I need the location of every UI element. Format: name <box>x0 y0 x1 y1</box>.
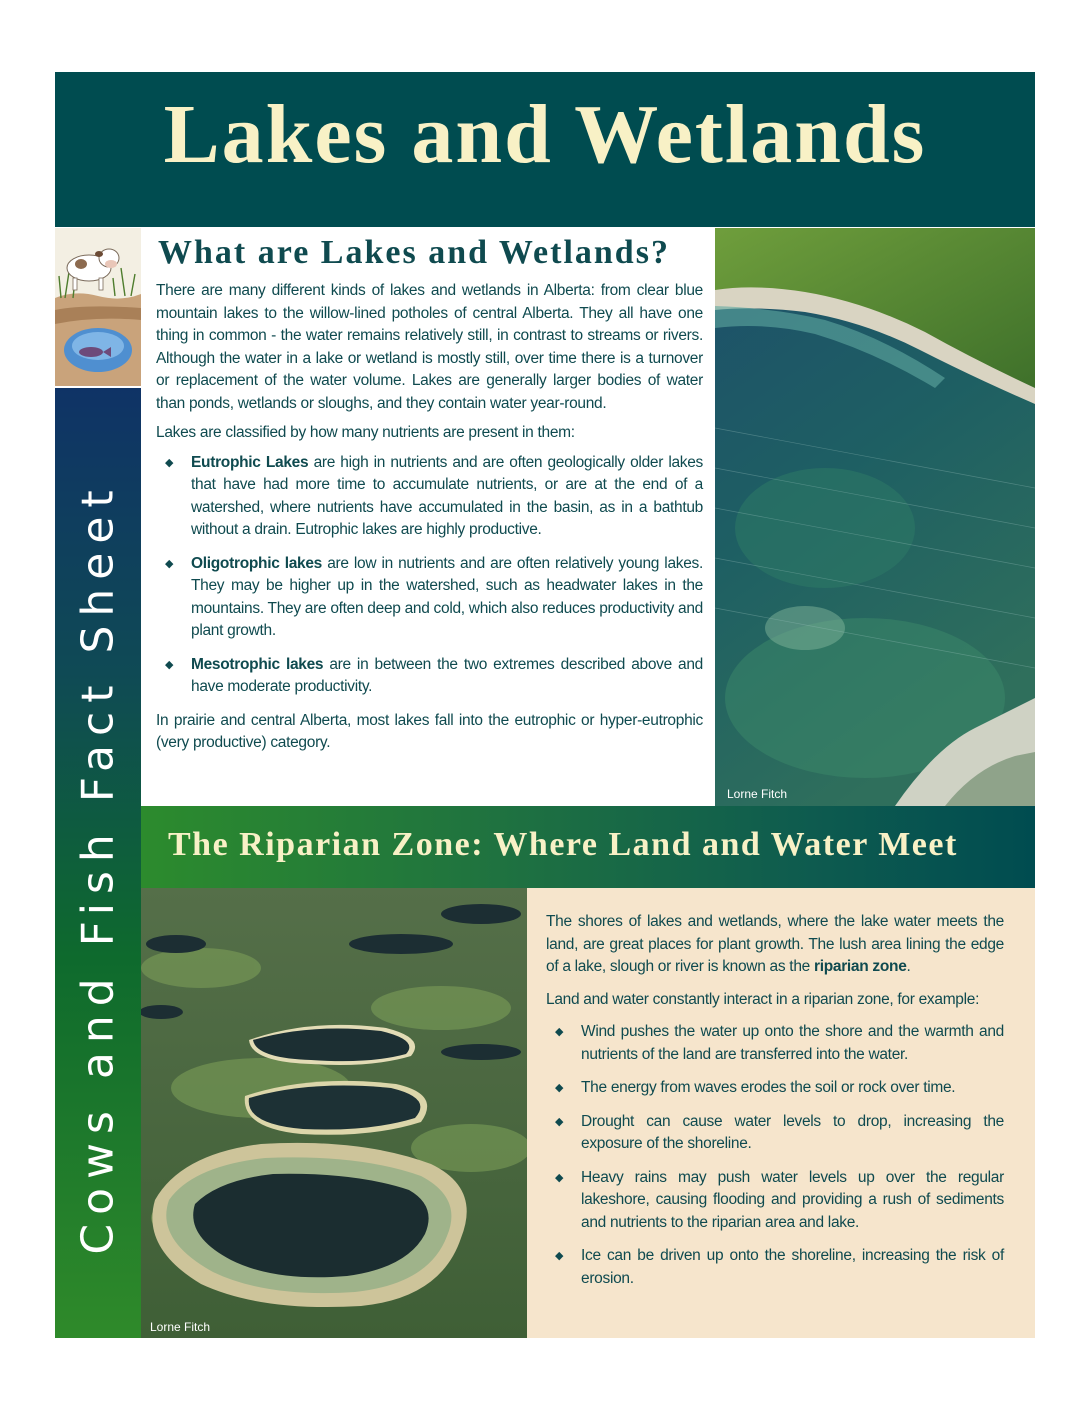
cow-and-fish-illustration <box>55 228 141 386</box>
definition: are high in nutrients and are often geologically older lakes that have had more time to accumulate nutrients, or are at the end of a watershed, where nutrients have accumulated in the basin, as in a bathtub without a drain. Eutrophic lakes are highly productive. <box>191 453 703 538</box>
diamond-bullet-icon: ◆ <box>555 1115 564 1128</box>
list-item <box>546 1021 1004 1066</box>
photo-credit: Lorne Fitch <box>150 1320 211 1334</box>
diamond-bullet-icon: ◆ <box>165 456 174 469</box>
list-text: Ice can be driven up onto the shoreline, increasing the risk of erosion. <box>581 1247 1004 1287</box>
diamond-bullet-icon: ◆ <box>555 1171 564 1184</box>
list-text: Wind pushes the water up onto the shore and the warmth and nutrients of the land are transferred into the water. <box>581 1023 1004 1063</box>
example-intro: Land and water constantly interact in a riparian zone, for example: <box>546 990 980 1008</box>
riparian-zone-section <box>527 888 1035 1338</box>
list-item <box>156 452 703 542</box>
list-item <box>546 1245 1004 1290</box>
section-heading: The Riparian Zone: Where Land and Water Meet <box>168 826 958 863</box>
diamond-bullet-icon: ◆ <box>165 658 174 671</box>
intro-paragraph: There are many different kinds of lakes and wetlands in Alberta: from clear blue mountain lakes to the willow-lined potholes of central Alberta. They all have one thing in common - the water remains relatively still, in contrast to streams or rivers. Although the water in a lake or wetland is mostly still, over time there is a turnover or replacement of the water volume. Lakes are generally larger bodies of water than ponds, wetlands or sloughs, and they contain water year-round. <box>156 282 703 412</box>
term: riparian zone <box>813 958 907 975</box>
definition: are low in nutrients and are often relatively young lakes. They may be higher up in the watershed, such as headwater lakes in the mountains. They are often deep and cold, which also reduces productivity and plant growth. <box>191 554 703 639</box>
lake-aerial-photo <box>715 228 1035 806</box>
section-body <box>156 280 703 762</box>
riparian-heading-band <box>141 806 1035 888</box>
intro-text: The shores of lakes and wetlands, where the lake water meets the land, are great places for plant growth. The lush area lining the edge of a lake, slough or river is known as the <box>546 913 1004 975</box>
diamond-bullet-icon: ◆ <box>555 1026 564 1038</box>
list-text: Heavy rains may push water levels up over the regular lakeshore, causing flooding and providing a rush of sediments and nutrients to the riparian area and lake. <box>581 1168 1004 1231</box>
closing-paragraph: In prairie and central Alberta, most lakes fall into the eutrophic or hyper-eutrophic (very productive) category. <box>156 711 703 751</box>
title-banner <box>55 72 1035 227</box>
diamond-bullet-icon: ◆ <box>555 1082 564 1094</box>
list-item <box>156 654 703 699</box>
section-heading: What are Lakes and Wetlands? <box>158 234 670 271</box>
list-item <box>546 1111 1004 1156</box>
sidebar-band <box>55 388 141 1338</box>
lake-types-list <box>156 452 703 699</box>
classification-paragraph: Lakes are classified by how many nutrients are present in them: <box>156 424 575 441</box>
section-body <box>546 911 1004 1301</box>
term: Oligotrophic lakes <box>191 554 323 572</box>
diamond-bullet-icon: ◆ <box>555 1250 564 1262</box>
diamond-bullet-icon: ◆ <box>165 557 174 570</box>
list-text: The energy from waves erodes the soil or rock over time. <box>581 1079 956 1096</box>
list-item <box>546 1167 1004 1235</box>
term: Eutrophic Lakes <box>191 453 309 471</box>
series-label: Cows and Fish Fact Sheet <box>72 481 124 1255</box>
what-are-lakes-section <box>141 228 715 806</box>
interaction-list <box>546 1021 1004 1290</box>
intro-end: . <box>906 958 911 975</box>
page-title: Lakes and Wetlands <box>163 88 927 181</box>
wetland-aerial-photo <box>141 888 527 1338</box>
term: Mesotrophic lakes <box>191 655 324 673</box>
photo-credit: Lorne Fitch <box>727 787 788 801</box>
list-item <box>156 553 703 643</box>
list-item <box>546 1077 1004 1100</box>
definition: are in between the two extremes described above and have moderate productivity. <box>191 655 703 695</box>
intro-paragraph <box>546 911 1004 979</box>
list-text: Drought can cause water levels to drop, increasing the exposure of the shoreline. <box>581 1112 1004 1152</box>
